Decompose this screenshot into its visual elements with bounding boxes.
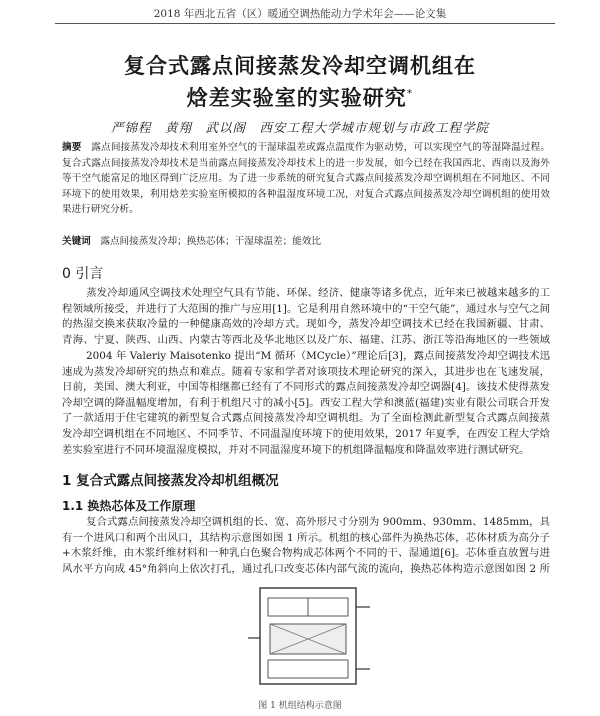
abstract-label: 摘要 — [62, 142, 82, 153]
abstract — [62, 140, 550, 234]
title-footnote-mark: * — [406, 87, 414, 100]
subsection-heading-1-1: 1.1 换热芯体及工作原理 — [62, 499, 196, 513]
paper-title-line2-text: 焓差实验室的实验研究 — [186, 86, 407, 110]
section-heading-1: 1 复合式露点间接蒸发冷却机组概况 — [62, 473, 279, 489]
section-1-1-paragraph-text: 复合式露点间接蒸发冷却空调机组的长、宽、高外形尺寸分别为 900mm、930mm、1485mm，具有一个进风口和两个出风口，其结构示意图如图 1 所示。机组的核心部件为换热芯体，芯体材质为高分子+木浆纤维，由木浆纤维材料和一种乳白色聚合物构成芯体两个不同的干、湿通道[6]。芯体垂直放置与进风水平方向成 45°角斜向上依次打孔，通过孔口改变芯体内部气流的流向，换热芯体构造示意图如图 2 所 — [62, 516, 550, 575]
abstract-text: 露点间接蒸发冷却技术利用室外空气的干湿球温差或露点温度作为驱动势，可以实现空气的等湿降温过程。复合式露点间接蒸发冷却技术是当前露点间接蒸发冷却技术上的进一步发展，如今已经在我国西北、西南以及海外等干空气能富足的地区得到广泛应用。为了进一步系统的研究复合式露点间接蒸发冷却空调机组在不同地区、不同环境下的使用效果，利用焓差实验室所模拟的各种温湿度环境工况，对复合式露点间接蒸发冷却空调机组的使用效果进行研究分析。 — [62, 142, 550, 216]
section-1-1-paragraph — [62, 515, 550, 577]
section-heading-intro: 0 引言 — [62, 266, 104, 282]
intro-paragraph-1-text: 蒸发冷却通风空调技术处理空气具有节能、环保、经济、健康等诸多优点，近年来已被越来越多的工程领域所接受，并进行了大范围的推广与应用[1]。它是利用自然环境中的“干空气能”，通过水与空气之间的热湿交换来获取冷量的一种健康高效的冷却方式。现如今，蒸发冷却空调技术已经在我国新疆、甘肃、青海、宁夏、陕西、山西、内蒙古等西北及华北地区以及广东、福建、江苏、浙江等沿海地区的一些领域 — [62, 287, 550, 346]
keywords-text: 露点间接蒸发冷却；换热芯体；干湿球温差；能效比 — [100, 236, 322, 247]
keywords-label: 关键词 — [62, 236, 91, 247]
keywords — [62, 234, 550, 250]
paper-title-line1: 复合式露点间接蒸发冷却空调机组在 — [124, 54, 476, 78]
intro-paragraph-1 — [62, 286, 550, 348]
header-rule — [55, 23, 555, 24]
intro-paragraph-2 — [62, 349, 550, 460]
authors-affiliation: 严锦程 黄翔 武以阁 西安工程大学城市规划与市政工程学院 — [110, 120, 489, 135]
figure-caption: 图 1 机组结构示意图 — [258, 701, 342, 711]
intro-paragraph-2-text: 2004 年 Valeriy Maisotenko 提出“M 循环（MCycle）”理论后[3]，露点间接蒸发冷却空调技术迅速成为蒸发冷却研究的热点和难点。随着专家和学者对该项技术理论研究的深入，其进步也在飞速发展，日前，美国、澳大利亚，中国等相继都已经有了不同形式的露点间接蒸发冷却空调器[4]。该技术使得蒸发冷却空调的降温幅度增加，有利于机组尺寸的减小[5]。西安工程大学和澳蓝(福建)实业有限公司联合开发了一款适用于住宅建筑的新型复合式露点间接蒸发冷却空调机组。为了全面检测此新型复合式露点间接蒸发冷却空调机组在不同地区、不同季节、不同温湿度环境下的使用效果，2017 年夏季，在西安工程大学焓差实验室进行不同环境温湿度模拟，并对不同温湿度环境下的机组降温幅度和降温效率进行测试研究。 — [62, 350, 550, 456]
running-head: 2018 年西北五省（区）暖通空调热能动力学术年会——论文集 — [153, 8, 447, 20]
paper-title-line2 — [0, 82, 600, 112]
unit-structure-diagram — [238, 580, 378, 688]
